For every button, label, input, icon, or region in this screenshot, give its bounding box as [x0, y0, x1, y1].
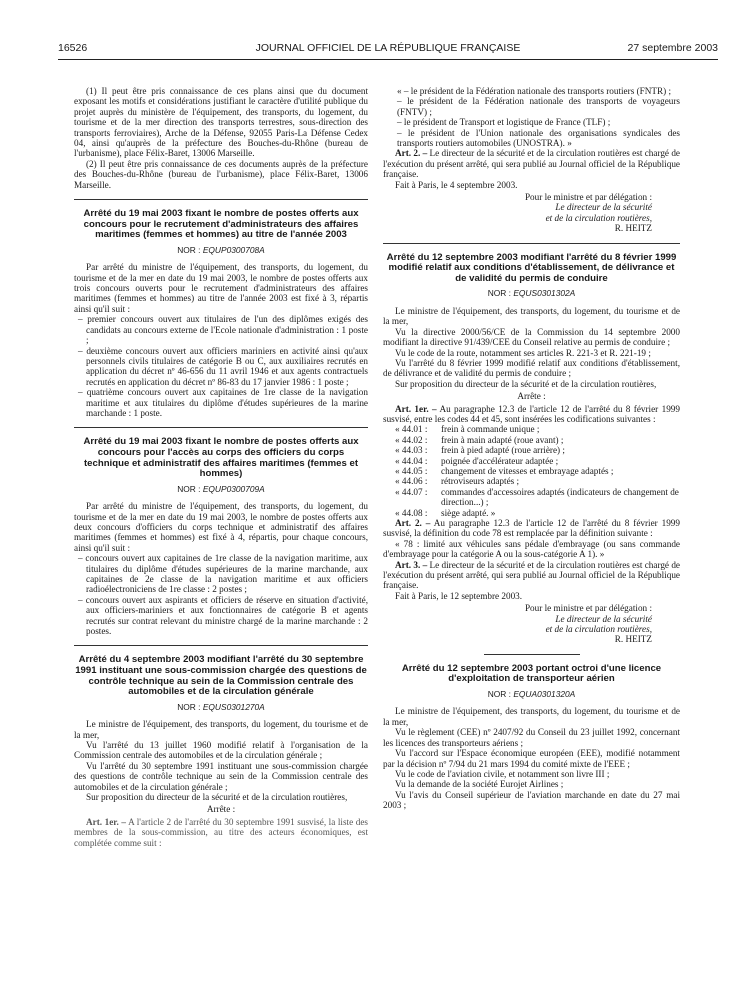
code-text: frein à main adapté (roue avant) ; — [441, 434, 564, 445]
section-divider — [484, 654, 580, 655]
article-label: Art. 1er. – — [395, 403, 437, 414]
nor-code: EQUP0300709A — [202, 483, 265, 494]
page-number: 16526 — [58, 42, 88, 54]
paragraph: Sur proposition du directeur de la sécurité et de la circulation routières, — [395, 378, 657, 389]
arrete-3-title: Arrêté du 4 septembre 2003 modifiant l'arrêté du 30 septembre 1991 instituant une sous-commission chargée des questions de contrôle technique au sein de la Commission centrale des automobiles et de la circulation générale — [75, 654, 367, 698]
arrete-4-title: Arrêté du 12 septembre 2003 modifiant l'arrêté du 8 février 1999 modifié relatif aux conditions d'établissement, de délivrance et de validité du permis de conduire — [386, 251, 677, 284]
article-2 — [383, 148, 680, 179]
paragraph: Vu la demande de la société Eurojet Airlines ; — [395, 779, 564, 790]
paragraph: Vu le code de l'aviation civile, et notamment son livre III ; — [395, 768, 610, 779]
signature-line: Pour le ministre et par délégation : — [524, 192, 652, 203]
code-row — [383, 424, 680, 434]
nor-label: NOR : — [177, 701, 201, 712]
article-text: Le directeur de la sécurité et de la circulation routières est chargé de l'exécution du présent arrêté, qui sera publié au Journal officiel de la République française. — [383, 148, 680, 180]
nor-label: NOR : — [177, 244, 201, 255]
nor-label: NOR : — [487, 689, 511, 700]
arrete-heading: Arrête : — [517, 391, 546, 402]
code: « 44.05 : — [395, 465, 428, 476]
paragraph: Vu l'avis du Conseil supérieur de l'aviation marchande en date du 27 mai 2003 ; — [383, 789, 680, 811]
article-text: A l'article 2 de l'arrêté du 30 septembre 1991 susvisé, la liste des membres de la sous-commission, au titre des acteurs économiques, est complétée comme suit : — [74, 816, 368, 848]
code-text: frein à commande unique ; — [441, 424, 540, 435]
list-item: – premier concours ouvert aux titulaires de l'un des diplômes exigés des candidats au concours externe de l'Ecole nationale d'administration : 1 poste ; — [78, 314, 368, 346]
code: « 44.04 : — [395, 455, 428, 466]
code-row — [383, 435, 680, 445]
paragraph: Vu le code de la route, notamment ses articles R. 221-3 et R. 221-19 ; — [395, 347, 651, 358]
paragraph: Le ministre de l'équipement, des transports, du logement, du tourisme et de la mer, — [74, 719, 368, 740]
nor-code: EQUA0301320A — [513, 689, 576, 700]
page-header — [58, 42, 718, 58]
nor-code: EQUS0301270A — [202, 701, 265, 712]
code-text: poignée d'accélérateur adaptée ; — [441, 455, 559, 466]
paragraph: Vu l'arrêté du 30 septembre 1991 instituant une sous-commission chargée des questions de contrôle technique au sein de la Commission centrale des automobiles et de la circulation générale ; — [74, 760, 368, 792]
list-item: – le président de la Fédération nationale des transports de voyageurs (FNTV) ; — [397, 96, 680, 117]
code-row — [383, 508, 680, 518]
code: « 44.02 : — [395, 434, 428, 445]
article-text: Au paragraphe 12.3 de l'article 12 de l'arrêté du 8 février 1999 susvisé, la définition du code 78 est remplacée par la définition suivante : — [383, 518, 680, 539]
arrete-2-intro: Par arrêté du ministre de l'équipement, des transports, du logement, du tourisme et de la mer en date du 19 mai 2003, le nombre de postes offerts aux deux concours d'officiers du corps technique et administratif des affaires maritimes (femmes et hommes) est fixé à 4, répartis, pour chaque concours, ainsi qu'il suit : — [74, 501, 368, 553]
quote: « 78 : limité aux véhicules sans pédale d'embrayage (ou sans commande d'embrayage pour la catégorie A ou la sous-catégorie A 1). » — [383, 538, 680, 560]
code: « 44.08 : — [395, 507, 428, 518]
paragraph: Vu l'accord sur l'Espace économique européen (EEE), modifié notamment par la décision nº 7/94 du 21 mars 1994 du comité mixte de l'EEE ; — [383, 748, 680, 769]
code-text: changement de vitesses et embrayage adaptés ; — [441, 465, 614, 476]
list-item: – deuxième concours ouvert aux officiers mariniers en activité ainsi qu'aux personnels civils titulaires de catégorie B ou C, aux auxiliaires recrutés en application du décret nº 46-656 du 11 avril 1946 et aux agents contractuels recrutés en application du décret nº 86-83 du 17 janvier 1986 : 1 poste ; — [78, 345, 368, 387]
list-item: – le président de Transport et logistique de France (TLF) ; — [397, 117, 611, 128]
signature-line: et de la circulation routières, — [545, 212, 652, 223]
code: « 44.06 : — [395, 476, 428, 487]
arrete-3-nor — [74, 702, 368, 712]
signature-name: R. HEITZ — [614, 634, 652, 645]
list-item: – concours ouvert aux capitaines de 1re classe de la navigation maritime, aux titulaires du diplôme d'études supérieures de la marine marchande, aux capitaines de 2e classe de la navigation maritime et aux officiers radioélectroniciens de 1re classe : 2 postes ; — [78, 553, 368, 595]
arrete-2-nor — [74, 484, 368, 494]
journal-title: JOURNAL OFFICIEL DE LA RÉPUBLIQUE FRANÇAISE — [255, 42, 521, 54]
article-label: Art. 3. – — [395, 559, 428, 570]
section-divider — [74, 199, 368, 200]
code: « 44.03 : — [395, 445, 428, 456]
signature-line: et de la circulation routières, — [545, 624, 652, 635]
article-label: Art. 2. – — [395, 518, 431, 528]
article-label: Art. 2. – — [395, 148, 428, 159]
footnote-1: (1) Il peut être pris connaissance de ces plans ainsi que du document exposant les motifs et considérations justifiant le caractère d'utilité publique du projet auprès du ministère de l'équipement, des transports, du logement, du tourisme et de la mer direction des transports terrestres, sous-direction des transports ferroviaires), Arche de la Défense, 92055 Paris-La Défense Cedex 04, ainsi qu'auprès de la préfecture des Bouches-du-Rhône (bureau de l'urbanisme), place Félix-Baret, 13006 Marseille. — [74, 86, 368, 159]
left-column — [74, 86, 368, 848]
code: « 44.07 : — [395, 486, 428, 497]
article-text: Le directeur de la sécurité et de la circulation routières est chargé de l'exécution du présent arrêté, qui sera publié au Journal officiel de la République française. — [383, 559, 680, 591]
arrete-heading: Arrête : — [206, 804, 236, 815]
issue-date: 27 septembre 2003 — [627, 42, 718, 54]
code-text: frein à pied adapté (roue arrière) ; — [441, 445, 565, 456]
signature-line: Le directeur de la sécurité — [555, 613, 652, 624]
code-text: commandes d'accessoires adaptés (indicateurs de changement de direction...) ; — [441, 486, 679, 508]
arrete-1-title: Arrêté du 19 mai 2003 fixant le nombre de postes offerts aux concours pour le recrutement d'administrateurs des affaires maritimes (femmes et hommes) au titre de l'année 2003 — [83, 208, 359, 241]
code-row — [383, 445, 680, 455]
signature-block — [383, 603, 680, 645]
code-row — [383, 487, 680, 508]
fait-line: Fait à Paris, le 4 septembre 2003. — [395, 179, 518, 190]
signature-block — [383, 192, 680, 234]
paragraph: Vu la directive 2000/56/CE de la Commission du 14 septembre 2000 modifiant la directive 91/439/CEE du Conseil relative au permis de conduire ; — [383, 326, 680, 348]
code-row — [383, 476, 680, 486]
code-text: rétroviseurs adaptés ; — [441, 476, 520, 487]
arrete-4-nor — [383, 288, 680, 298]
paragraph: Vu l'arrêté du 8 février 1999 modifié relatif aux conditions d'établissement, de délivrance et de validité du permis de conduire ; — [383, 357, 680, 379]
article-1 — [383, 404, 680, 425]
signature-line: Pour le ministre et par délégation : — [524, 603, 652, 614]
nor-label: NOR : — [487, 288, 511, 299]
nor-code: EQUS0301302A — [513, 288, 576, 299]
paragraph: Vu l'arrêté du 13 juillet 1960 modifié relatif à l'organisation de la Commission centrale des automobiles et de la circulation générale ; — [74, 740, 368, 761]
list-item: « – le président de la Fédération nationale des transports routiers (FNTR) ; — [397, 86, 672, 96]
list-item: – quatrième concours ouvert aux capitaines de 1re classe de la navigation maritime et aux titulaires du diplôme d'études supérieures de la marine marchande : 1 poste. — [78, 387, 368, 418]
list-item: – concours ouvert aux aspirants et officiers de réserve en situation d'activité, aux officiers-mariniers et aux fonctionnaires de catégorie B et agents recrutés sur contrat relevant du ministre chargé de la marine marchande : 2 postes. — [78, 594, 368, 636]
header-rule — [58, 59, 718, 60]
paragraph: Sur proposition du directeur de la sécurité et de la circulation routières, — [86, 792, 348, 803]
nor-code: EQUP0300708A — [202, 244, 265, 255]
code-row — [383, 466, 680, 476]
nor-label: NOR : — [177, 483, 201, 494]
section-divider — [74, 427, 368, 428]
arrete-2-title: Arrêté du 19 mai 2003 fixant le nombre de postes offerts aux concours pour l'accès au corps des officiers du corps technique et administratif des affaires maritimes (femmes et hommes) — [83, 436, 359, 480]
paragraph: Vu le règlement (CEE) nº 2407/92 du Conseil du 23 juillet 1992, concernant les licences des transporteurs aériens ; — [383, 727, 680, 748]
footnote-2: (2) Il peut être pris connaissance de ces documents auprès de la préfecture des Bouches-du-Rhône (bureau de l'urbanisme), place Félix-Baret, 13006 Marseille. — [74, 158, 368, 190]
article-2 — [383, 518, 680, 539]
fait-line: Fait à Paris, le 12 septembre 2003. — [395, 590, 523, 601]
article-text: Au paragraphe 12.3 de l'article 12 de l'arrêté du 8 février 1999 susvisé, entre les codes 44 et 45, sont insérées les codifications suivantes : — [383, 403, 680, 424]
arrete-1-nor — [74, 245, 368, 255]
section-divider — [74, 645, 368, 646]
signature-name: R. HEITZ — [614, 223, 652, 234]
paragraph: Le ministre de l'équipement, des transports, du logement, du tourisme et de la mer, — [383, 305, 680, 327]
signature-line: Le directeur de la sécurité — [555, 202, 652, 213]
paragraph: Le ministre de l'équipement, des transports, du logement, du tourisme et de la mer, — [383, 706, 680, 727]
code: « 44.01 : — [395, 424, 428, 435]
code-text: siège adapté. » — [441, 507, 496, 518]
arrete-5-nor — [383, 689, 680, 699]
section-divider — [383, 243, 680, 244]
arrete-1-intro: Par arrêté du ministre de l'équipement, des transports, du logement, du tourisme et de la mer en date du 19 mai 2003, le nombre de postes offerts aux trois concours ouverts pour le recrutement d'administrateurs des affaires maritimes (femmes et hommes) au titre de l'année 2003 est fixé à 3, répartis ainsi qu'il suit : — [74, 262, 368, 314]
article-1 — [74, 817, 368, 848]
article-label: Art. 1er. – — [86, 816, 126, 827]
code-row — [383, 456, 680, 466]
list-item: – le président de l'Union nationale des organisations syndicales des transports routiers automobiles (UNOSTRA). » — [397, 127, 680, 149]
right-column — [383, 86, 680, 811]
article-3 — [383, 560, 680, 591]
arrete-5-title: Arrêté du 12 septembre 2003 portant octroi d'une licence d'exploitation de transporteur aérien — [401, 662, 662, 685]
